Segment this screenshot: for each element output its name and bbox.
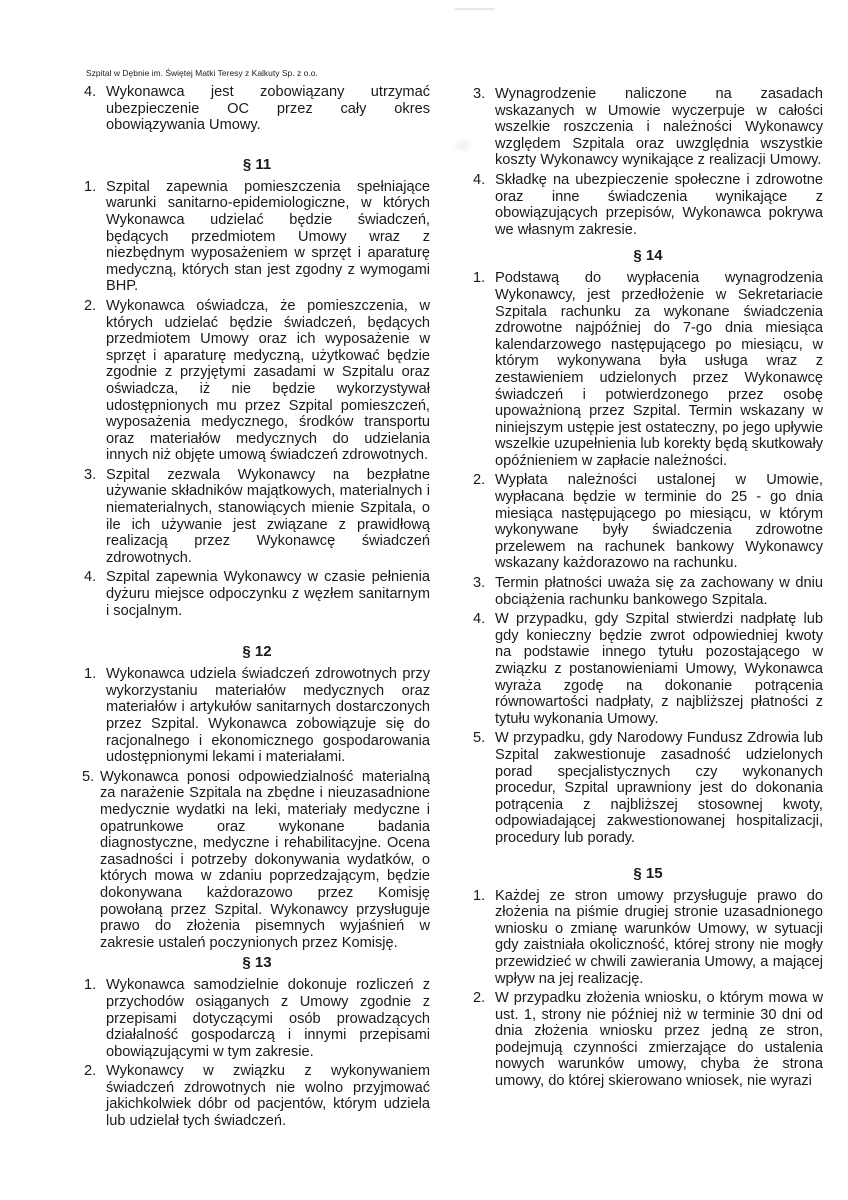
clause-item: 1. Wykonawca samodzielnie dokonuje rozliczeń z przychodów osiąganych z Umowy zgodnie z przepisami dotyczącymi osób prowadzących działalność gospodarczą i innymi przepisami obowiązującymi w tym zakresie. [84,977,430,1060]
left-column [84,84,430,1133]
section-title-14: § 14 [633,247,663,265]
clause-list [84,179,430,619]
section-title-15: § 15 [633,864,663,882]
clause-item: 1. Wykonawca udziela świadczeń zdrowotnych przy wykorzystaniu materiałów medycznych oraz materiałów i artykułów sanitarnych dostarczonych przez Szpital. Wykonawca zobowiązuje się do racjonalnego i ekonomicznego gospodarowania udostępnionymi lekami i materiałami. [84,666,430,766]
clause-item: 3. Szpital zezwala Wykonawcy na bezpłatne używanie składników majątkowych, materialnych i niematerialnych, stanowiących mienie Szpitala, o ile ich używanie jest związane z prawidłową realizacją przez Wykonawcę świadczeń zdrowotnych. [84,466,430,566]
clause-item: 2. W przypadku złożenia wniosku, o którym mowa w ust. 1, strony nie później niż w terminie 30 dni od dnia złożenia wniosku przez jedną ze stron, podejmują czynności zmierzające do ustalenia nowych warunków umowy, chyba że strona umowy, do której skierowano wniosek, nie wyrazi [473,990,823,1090]
scan-artifact [455,8,495,10]
clause-item: 2. Wykonawcy w związku z wykonywaniem świadczeń zdrowotnych nie wolno przyjmować jakichkolwiek dóbr od pacjentów, którym udziela lub udzielał tych świadczeń. [84,1063,430,1130]
clause-item: 3. Termin płatności uważa się za zachowany w dniu obciążenia rachunku bankowego Szpitala. [473,575,823,608]
clause-item: 2. Wypłata należności ustalonej w Umowie, wypłacana będzie w terminie do 25 - go dnia miesiąca następującego po miesiącu, w którym wykonywane były świadczenia zdrowotne przelewem na rachunek bankowy Wykonawcy wskazany każdorazowo na rachunku. [473,472,823,572]
clause-item: 4. Szpital zapewnia Wykonawcy w czasie pełnienia dyżuru miejsce odpoczynku z węzłem sanitarnym i socjalnym. [84,569,430,619]
clause-item: 1. Każdej ze stron umowy przysługuje prawo do złożenia na piśmie drugiej stronie uzasadnionego wniosku o zmianę warunków Umowy, w sytuacji gdy zaistniała okoliczność, której strony nie mogły przewidzieć w chwili zawierania Umowy, a mającej wpływ na jej realizację. [473,887,823,987]
clause-list [473,86,823,238]
clause-item: 4. Wykonawca jest zobowiązany utrzymać ubezpieczenie OC przez cały okres obowiązywania Umowy. [84,84,430,134]
clause-item: 4. Składkę na ubezpieczenie społeczne i zdrowotne oraz inne świadczenia wynikające z obowiązujących przepisów, Wykonawca pokrywa we własnym zakresie. [473,171,823,238]
clause-item: 4. W przypadku, gdy Szpital stwierdzi nadpłatę lub gdy konieczny będzie zwrot odpowiedniej kwoty na podstawie innego tytułu pozostającego w związku z postanowieniami Umowy, Wykonawca wyraża zgodę na dokonanie potrącenia równowartości nadpłaty, z najbliższej płatności z tytułu wykonania Umowy. [473,611,823,727]
clause-list [84,977,430,1129]
clause-item: 2. Wykonawca oświadcza, że pomieszczenia, w których udzielać będzie świadczeń, będących przedmiotem Umowy oraz ich wyposażenie w sprzęt i aparaturę medyczną, użytkować będzie zgodnie z przyjętymi zasadami w Szpitalu oraz oświadcza, iż nie będzie wykorzystywał udostępnionych mu przez Szpital pomieszczeń, wyposażenia medycznego, środków transportu oraz materiałów medycznych do udzielania innych niż objęte umową świadczeń zdrowotnych. [84,297,430,464]
clause-list [473,888,823,1090]
right-column [473,86,823,1093]
section-title-13: § 13 [242,954,272,972]
clause-list [473,270,823,846]
section-title-12: § 12 [242,643,272,661]
clause-item: 1. Podstawą do wypłacenia wynagrodzenia Wykonawcy, jest przedłożenie w Sekretariacie Szpitala rachunku za wykonane świadczenia zdrowotne najpóźniej do 7-go dnia miesiąca kalendarzowego następującego po miesiącu, w którym wykonywana była usługa wraz z zestawieniem udzielonych przez Wykonawcę świadczeń i potwierdzonego przez osobę upoważnioną przez Szpital. Termin wskazany w niniejszym ustępie jest ostateczny, po jego upływie wszelkie uzupełnienia lub korekty będą skutkowały opóźnieniem w zapłacie należności. [473,270,823,469]
clause-item: 1. Szpital zapewnia pomieszczenia spełniające warunki sanitarno-epidemiologiczne, w których Wykonawca udzielać będzie świadczeń, będących przedmiotem Umowy wraz z niezbędnym wyposażeniem w sprzęt i aparaturę medyczną, których stan jest zgodny z wymogami BHP. [84,178,430,295]
clause-item: 3. Wynagrodzenie naliczone na zasadach wskazanych w Umowie wyczerpuje w całości wszelkie roszczenia i należności Wykonawcy względem Szpitala oraz uwzględnia wszystkie koszty Wykonawcy wynikające z realizacji Umowy. [473,86,823,169]
clause-item: 5. Wykonawca ponosi odpowiedzialność materialną za narażenie Szpitala na zbędne i nieuzasadnione medycznie wydatki na leki, materiały medyczne i opatrunkowe oraz wykonane badania diagnostyczne, medyczne i rehabilitacyjne. Ocena zasadności i potrzeby dokonywania wydatków, o których mowa w zdaniu poprzedzającym, będzie dokonywana każdorazowo przez Komisję powołaną przez Szpital. Wykonawcy przysługuje prawo do złożenia pisemnych wyjaśnień w zakresie ustaleń poczynionych przez Komisję. [82,768,430,951]
document-header: Szpital w Dębnie im. Świętej Matki Teresy z Kalkuty Sp. z o.o. [86,68,318,78]
clause-list [84,666,430,951]
clause-item: 5. W przypadku, gdy Narodowy Fundusz Zdrowia lub Szpital zakwestionuje zasadność udzielonych porad specjalistycznych czy wykonanych procedur, Szpital uprawniony jest do dokonania potrącenia z najbliższej stosownej kwoty, odpowiadającej zakwestionowanej hospitalizacji, procedury lub porady. [473,730,823,846]
clause-list [84,84,430,134]
section-title-11: § 11 [242,155,272,173]
scan-artifact [452,138,474,154]
